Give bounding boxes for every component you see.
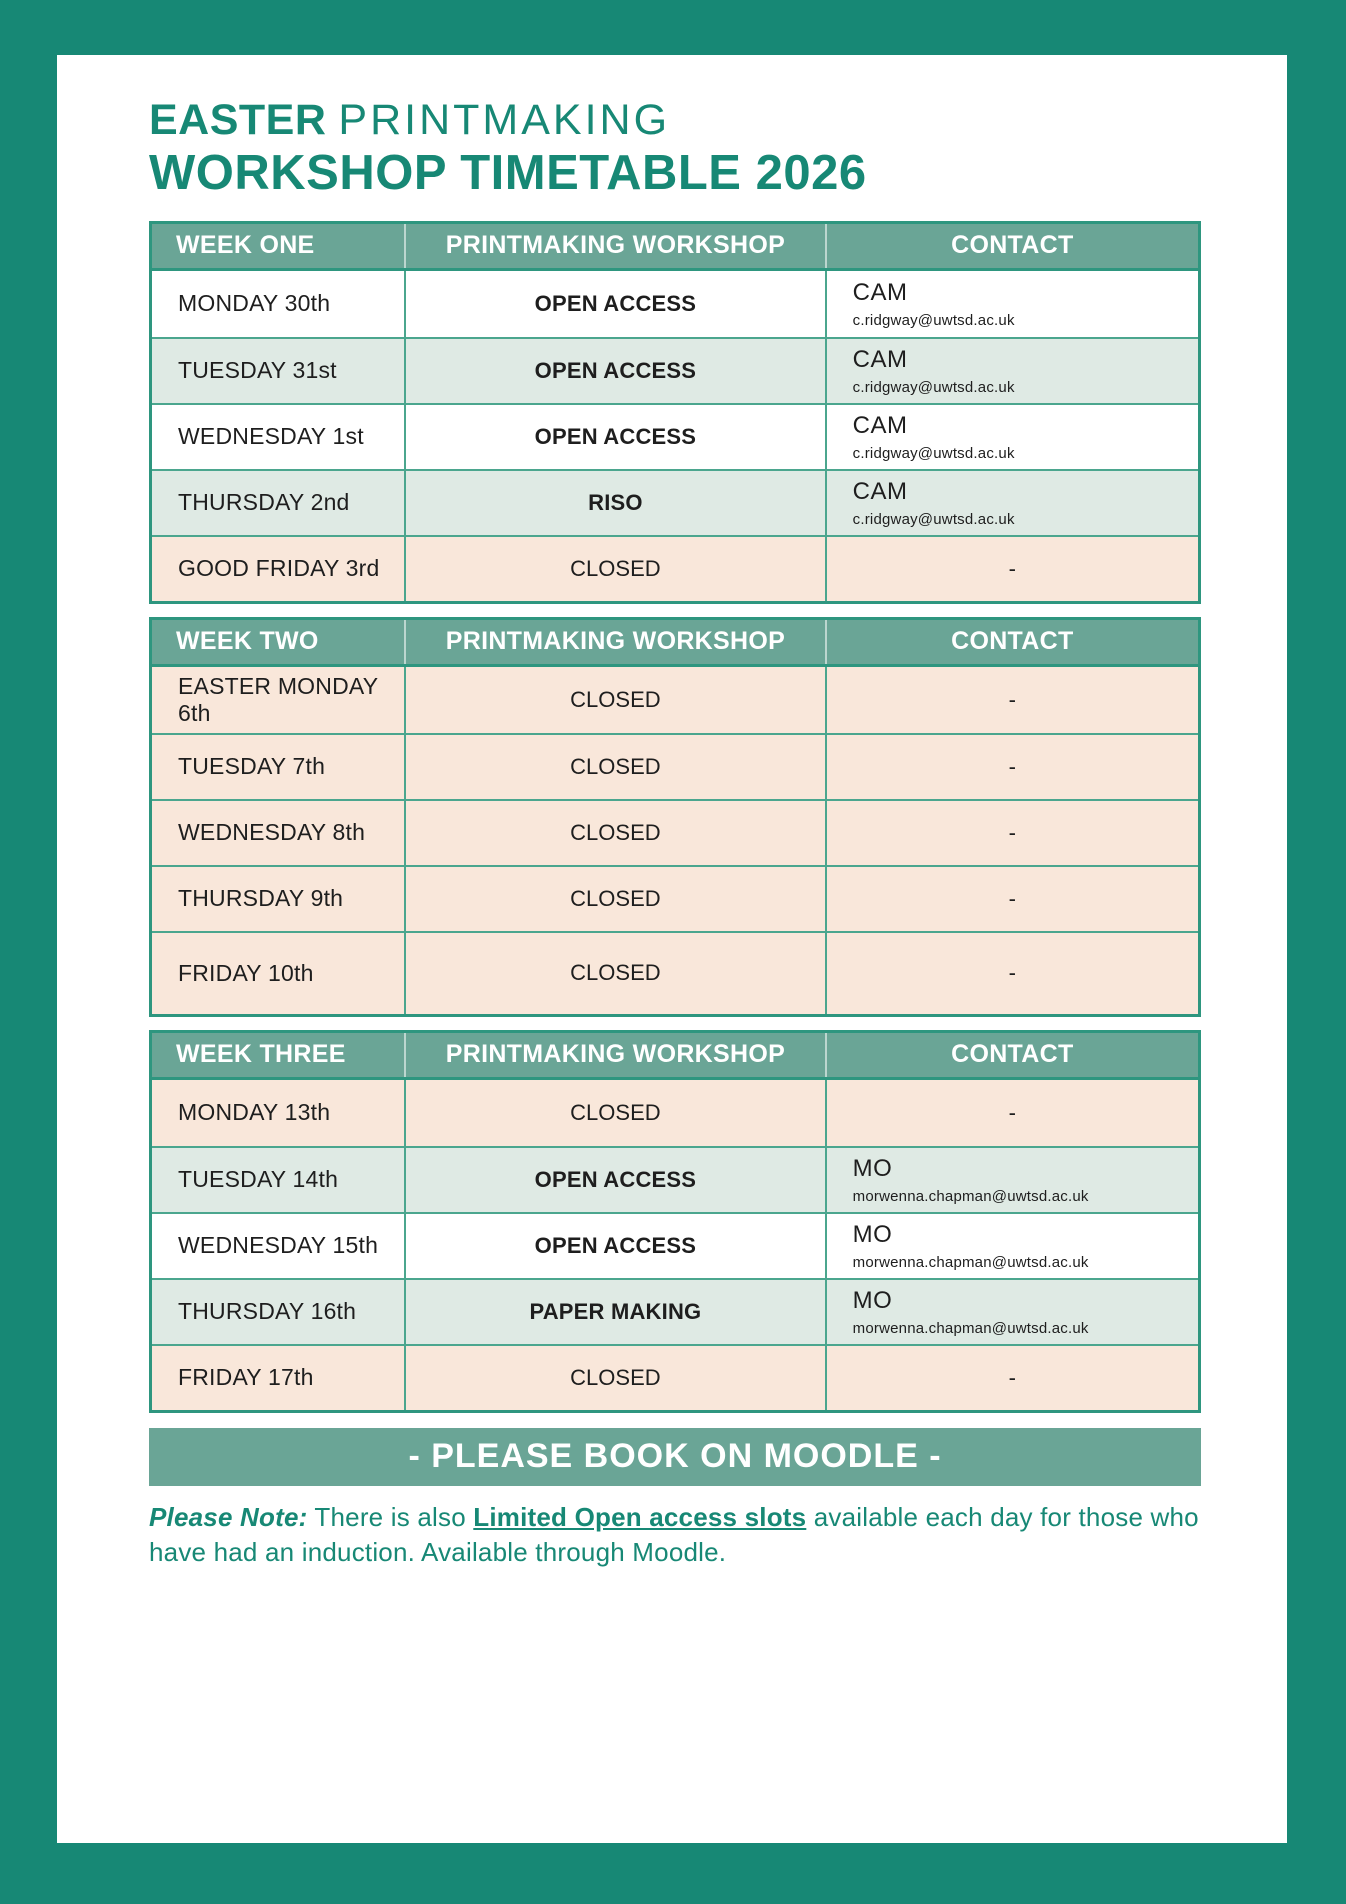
day-cell: WEDNESDAY 15th xyxy=(152,1214,406,1278)
workshop-cell: CLOSED xyxy=(406,735,826,799)
day-cell: THURSDAY 2nd xyxy=(152,471,406,535)
day-cell: MONDAY 13th xyxy=(152,1080,406,1146)
contact-cell: - xyxy=(1008,1099,1016,1125)
contact-cell xyxy=(827,405,1198,469)
column-header-contact: CONTACT xyxy=(951,627,1074,656)
workshop-cell: CLOSED xyxy=(406,801,826,865)
table-row xyxy=(152,1278,1198,1344)
title-word-printmaking: PRINTMAKING xyxy=(338,96,671,144)
table-row xyxy=(152,1212,1198,1278)
day-cell: WEDNESDAY 1st xyxy=(152,405,406,469)
day-cell: TUESDAY 7th xyxy=(152,735,406,799)
contact-name: MO xyxy=(852,1286,893,1314)
contact-cell: - xyxy=(1008,885,1016,911)
contact-cell: - xyxy=(1008,753,1016,779)
contact-name: CAM xyxy=(852,477,908,505)
day-cell: GOOD FRIDAY 3rd xyxy=(152,537,406,601)
contact-email: morwenna.chapman@uwtsd.ac.uk xyxy=(852,1319,1089,1337)
day-cell: MONDAY 30th xyxy=(152,271,406,337)
contact-email: c.ridgway@uwtsd.ac.uk xyxy=(852,510,1015,528)
week-one-table xyxy=(149,221,1201,604)
column-header-contact: CONTACT xyxy=(951,231,1074,260)
contact-cell: - xyxy=(1008,819,1016,845)
column-header-week: WEEK ONE xyxy=(152,224,406,268)
contact-stack xyxy=(853,1155,1089,1205)
contact-cell xyxy=(827,1214,1198,1278)
poster-content xyxy=(57,55,1287,1843)
table-row xyxy=(152,1146,1198,1212)
table-row xyxy=(152,469,1198,535)
day-cell: FRIDAY 17th xyxy=(152,1346,406,1410)
workshop-cell: CLOSED xyxy=(406,933,826,1014)
title-line-1 xyxy=(149,95,1201,146)
contact-stack xyxy=(853,1221,1089,1271)
contact-email: c.ridgway@uwtsd.ac.uk xyxy=(852,311,1015,329)
contact-name: CAM xyxy=(852,411,908,439)
contact-cell: - xyxy=(1008,686,1016,712)
workshop-cell: OPEN ACCESS xyxy=(406,271,826,337)
table-row xyxy=(152,1080,1198,1146)
day-cell: THURSDAY 9th xyxy=(152,867,406,931)
contact-cell: - xyxy=(1008,555,1016,581)
contact-email: c.ridgway@uwtsd.ac.uk xyxy=(852,378,1015,396)
contact-stack xyxy=(853,346,1015,396)
workshop-cell: OPEN ACCESS xyxy=(406,1148,826,1212)
contact-name: CAM xyxy=(852,278,908,306)
column-header-week: WEEK TWO xyxy=(152,620,406,664)
page-title xyxy=(149,95,1201,201)
contact-name: MO xyxy=(852,1220,893,1248)
workshop-cell: CLOSED xyxy=(406,1080,826,1146)
contact-email: morwenna.chapman@uwtsd.ac.uk xyxy=(852,1253,1089,1271)
day-cell: FRIDAY 10th xyxy=(152,933,406,1014)
contact-stack xyxy=(853,412,1015,462)
contact-cell: - xyxy=(1008,1364,1016,1390)
workshop-cell: OPEN ACCESS xyxy=(406,1214,826,1278)
note-prefix: Please Note: xyxy=(149,1501,308,1532)
contact-stack xyxy=(853,279,1015,329)
title-word-easter: EASTER xyxy=(149,96,327,144)
table-row xyxy=(152,865,1198,931)
contact-name: CAM xyxy=(852,345,908,373)
table-row xyxy=(152,337,1198,403)
workshop-cell: CLOSED xyxy=(406,867,826,931)
contact-cell: - xyxy=(1008,960,1016,986)
column-header-workshop: PRINTMAKING WORKSHOP xyxy=(406,224,826,268)
table-row xyxy=(152,667,1198,733)
day-cell: TUESDAY 14th xyxy=(152,1148,406,1212)
workshop-cell: RISO xyxy=(406,471,826,535)
table-row xyxy=(152,403,1198,469)
table-header-row xyxy=(152,224,1198,271)
note-text-1: There is also xyxy=(307,1501,474,1532)
workshop-cell: OPEN ACCESS xyxy=(406,339,826,403)
contact-email: morwenna.chapman@uwtsd.ac.uk xyxy=(852,1187,1089,1205)
contact-email: c.ridgway@uwtsd.ac.uk xyxy=(852,444,1015,462)
table-row xyxy=(152,733,1198,799)
contact-name: MO xyxy=(852,1154,893,1182)
workshop-cell: CLOSED xyxy=(406,537,826,601)
workshop-cell: CLOSED xyxy=(406,667,826,733)
day-cell: EASTER MONDAY 6th xyxy=(152,667,406,733)
contact-stack xyxy=(853,478,1015,528)
contact-cell xyxy=(827,1148,1198,1212)
table-row xyxy=(152,799,1198,865)
column-header-workshop: PRINTMAKING WORKSHOP xyxy=(406,620,826,664)
workshop-cell: PAPER MAKING xyxy=(406,1280,826,1344)
contact-cell xyxy=(827,1280,1198,1344)
contact-cell xyxy=(827,471,1198,535)
contact-stack xyxy=(853,1287,1089,1337)
workshop-cell: CLOSED xyxy=(406,1346,826,1410)
workshop-cell: OPEN ACCESS xyxy=(406,405,826,469)
table-header-row xyxy=(152,620,1198,667)
column-header-week: WEEK THREE xyxy=(152,1033,406,1077)
table-row xyxy=(152,271,1198,337)
table-row xyxy=(152,931,1198,1014)
column-header-workshop: PRINTMAKING WORKSHOP xyxy=(406,1033,826,1077)
column-header-contact: CONTACT xyxy=(951,1040,1074,1069)
week-three-table xyxy=(149,1030,1201,1413)
table-header-row xyxy=(152,1033,1198,1080)
moodle-banner: - PLEASE BOOK ON MOODLE - xyxy=(149,1428,1201,1486)
note-text-2: available each day for those who have had an induction. Available through Moodle. xyxy=(149,1501,1199,1567)
day-cell: WEDNESDAY 8th xyxy=(152,801,406,865)
note-link-text: Limited Open access slots xyxy=(473,1501,807,1532)
day-cell: THURSDAY 16th xyxy=(152,1280,406,1344)
contact-cell xyxy=(827,339,1198,403)
day-cell: TUESDAY 31st xyxy=(152,339,406,403)
table-row xyxy=(152,1344,1198,1410)
title-line-2: WORKSHOP TIMETABLE 2026 xyxy=(149,145,867,200)
week-two-table xyxy=(149,617,1201,1017)
table-row xyxy=(152,535,1198,601)
please-note xyxy=(149,1500,1201,1570)
contact-cell xyxy=(827,271,1198,337)
